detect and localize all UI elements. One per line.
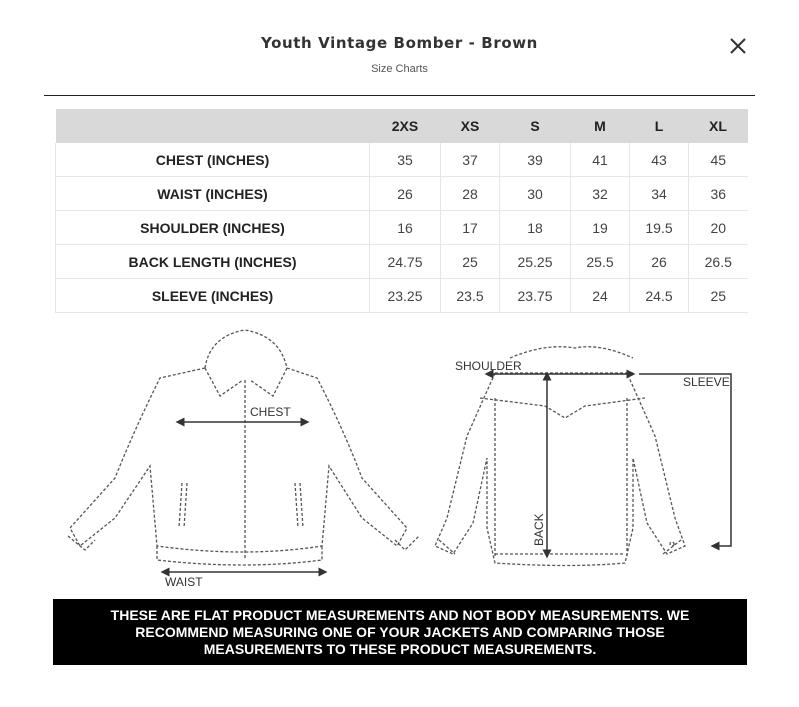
table-cell: 25 <box>689 279 748 313</box>
row-label: CHEST (INCHES) <box>56 143 370 177</box>
jacket-diagram-svg <box>55 318 747 594</box>
table-cell: 43 <box>630 143 689 177</box>
table-cell: 25.25 <box>500 245 571 279</box>
table-cell: 35 <box>370 143 441 177</box>
table-cell: 23.5 <box>441 279 500 313</box>
table-cell: 34 <box>630 177 689 211</box>
column-header: M <box>571 109 630 143</box>
table-cell: 30 <box>500 177 571 211</box>
column-header: 2XS <box>370 109 441 143</box>
row-label: SLEEVE (INCHES) <box>56 279 370 313</box>
back-label: BACK <box>532 513 546 546</box>
back-jacket-drawing <box>435 347 685 566</box>
measurement-notice-banner <box>53 599 747 665</box>
table-cell: 32 <box>571 177 630 211</box>
size-chart-table <box>55 109 748 313</box>
table-cell: 36 <box>689 177 748 211</box>
modal-header <box>0 0 799 96</box>
table-cell: 19 <box>571 211 630 245</box>
table-row <box>56 279 748 313</box>
table-cell: 25 <box>441 245 500 279</box>
column-header <box>56 109 370 143</box>
modal-subtitle: Size Charts <box>371 63 428 75</box>
table-cell: 25.5 <box>571 245 630 279</box>
close-icon <box>724 32 752 60</box>
close-button[interactable] <box>724 32 752 60</box>
table-row <box>56 177 748 211</box>
table-cell: 41 <box>571 143 630 177</box>
chest-label: CHEST <box>250 405 291 419</box>
table-cell: 17 <box>441 211 500 245</box>
sleeve-measure-line <box>639 374 731 546</box>
table-cell: 45 <box>689 143 748 177</box>
table-cell: 26 <box>370 177 441 211</box>
column-header: S <box>500 109 571 143</box>
table-cell: 26 <box>630 245 689 279</box>
table-row <box>56 245 748 279</box>
modal-title: Youth Vintage Bomber - Brown <box>261 34 538 52</box>
table-cell: 28 <box>441 177 500 211</box>
sleeve-label: SLEEVE <box>683 375 730 389</box>
table-cell: 24 <box>571 279 630 313</box>
row-label: WAIST (INCHES) <box>56 177 370 211</box>
table-header-row <box>56 109 748 143</box>
column-header: XL <box>689 109 748 143</box>
table-cell: 20 <box>689 211 748 245</box>
front-jacket-drawing <box>68 330 419 565</box>
header-divider <box>44 95 755 96</box>
column-header: L <box>630 109 689 143</box>
table-cell: 24.75 <box>370 245 441 279</box>
column-header: XS <box>441 109 500 143</box>
waist-label: WAIST <box>165 575 203 589</box>
table-cell: 23.75 <box>500 279 571 313</box>
table-cell: 24.5 <box>630 279 689 313</box>
row-label: BACK LENGTH (INCHES) <box>56 245 370 279</box>
table-cell: 23.25 <box>370 279 441 313</box>
table-cell: 19.5 <box>630 211 689 245</box>
shoulder-label: SHOULDER <box>455 359 522 373</box>
notice-text: THESE ARE FLAT PRODUCT MEASUREMENTS AND NOT BODY MEASUREMENTS. WE RECOMMEND MEASURING ONE OF YOUR JACKETS AND COMPARING THOSE MEASUREMENTS TO THESE PRODUCT MEASUREMENTS. <box>110 606 690 657</box>
table-cell: 26.5 <box>689 245 748 279</box>
table-cell: 37 <box>441 143 500 177</box>
jacket-measurement-diagram <box>55 318 747 594</box>
table-row <box>56 143 748 177</box>
table-cell: 16 <box>370 211 441 245</box>
table-cell: 18 <box>500 211 571 245</box>
table-cell: 39 <box>500 143 571 177</box>
row-label: SHOULDER (INCHES) <box>56 211 370 245</box>
table-row <box>56 211 748 245</box>
